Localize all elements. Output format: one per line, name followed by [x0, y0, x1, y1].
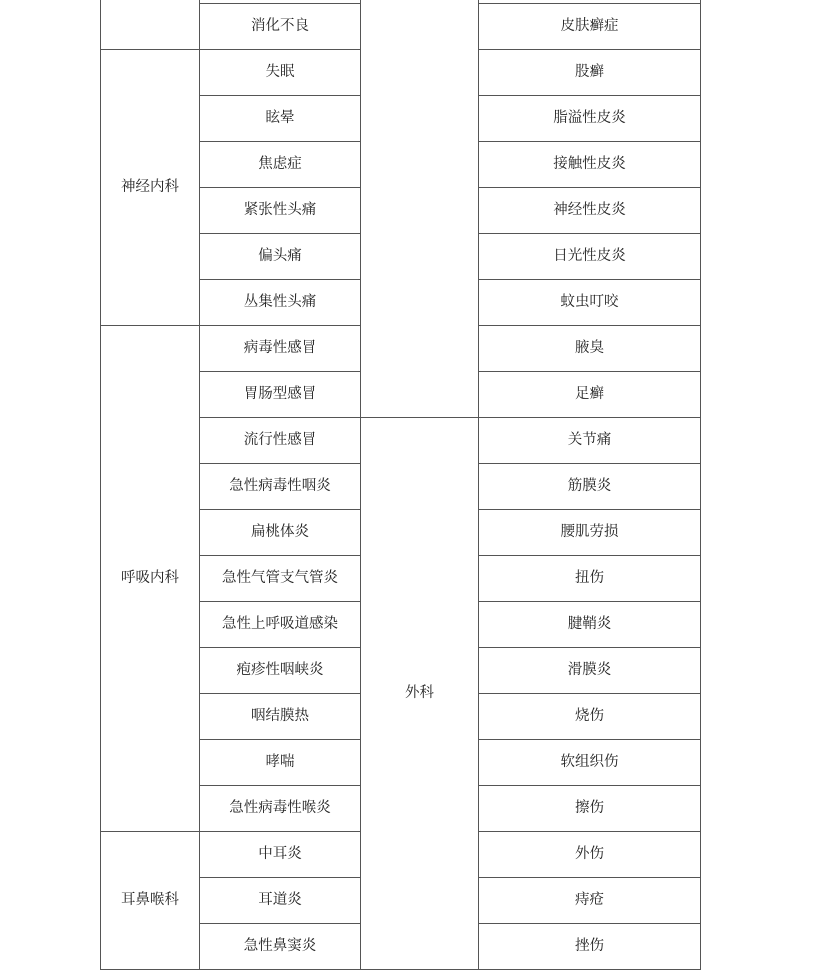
department-cell-dermatology [361, 0, 479, 418]
disease-cell: 筋膜炎 [479, 464, 701, 510]
disease-cell: 紧张性头痛 [200, 188, 361, 234]
disease-cell: 蚊虫叮咬 [479, 280, 701, 326]
disease-cell: 急性病毒性喉炎 [200, 786, 361, 832]
disease-cell: 焦虑症 [200, 142, 361, 188]
disease-cell: 腱鞘炎 [479, 602, 701, 648]
disease-cell: 扁桃体炎 [200, 510, 361, 556]
disease-cell: 日光性皮炎 [479, 234, 701, 280]
disease-cell: 丛集性头痛 [200, 280, 361, 326]
disease-cell: 足癣 [479, 372, 701, 418]
disease-cell: 接触性皮炎 [479, 142, 701, 188]
disease-cell: 急性病毒性咽炎 [200, 464, 361, 510]
disease-cell: 流行性感冒 [200, 418, 361, 464]
department-cell-surgery: 外科 [361, 418, 479, 970]
disease-cell: 外伤 [479, 832, 701, 878]
disease-cell: 滑膜炎 [479, 648, 701, 694]
disease-cell: 皮肤癣症 [479, 4, 701, 50]
disease-cell: 擦伤 [479, 786, 701, 832]
disease-cell: 哮喘 [200, 740, 361, 786]
disease-cell: 急性上呼吸道感染 [200, 602, 361, 648]
disease-cell: 腰肌劳损 [479, 510, 701, 556]
department-cell-neurology: 神经内科 [101, 50, 200, 326]
disease-cell: 扭伤 [479, 556, 701, 602]
disease-cell: 烧伤 [479, 694, 701, 740]
disease-cell: 脂溢性皮炎 [479, 96, 701, 142]
disease-cell: 急性鼻窦炎 [200, 924, 361, 970]
disease-department-table-container [100, 0, 700, 970]
disease-cell: 软组织伤 [479, 740, 701, 786]
disease-cell: 消化不良 [200, 4, 361, 50]
disease-cell: 中耳炎 [200, 832, 361, 878]
disease-cell: 神经性皮炎 [479, 188, 701, 234]
disease-cell: 咽结膜热 [200, 694, 361, 740]
disease-department-table [100, 0, 701, 970]
disease-cell: 失眠 [200, 50, 361, 96]
department-cell-digestive-cont [101, 4, 200, 50]
disease-cell: 腋臭 [479, 326, 701, 372]
disease-cell: 痔疮 [479, 878, 701, 924]
department-cell-respiratory: 呼吸内科 [101, 326, 200, 832]
disease-cell: 疱疹性咽峡炎 [200, 648, 361, 694]
disease-cell: 病毒性感冒 [200, 326, 361, 372]
disease-cell: 耳道炎 [200, 878, 361, 924]
disease-cell: 股癣 [479, 50, 701, 96]
disease-cell: 眩晕 [200, 96, 361, 142]
disease-cell: 关节痛 [479, 418, 701, 464]
disease-cell: 急性气管支气管炎 [200, 556, 361, 602]
disease-cell: 偏头痛 [200, 234, 361, 280]
disease-cell: 挫伤 [479, 924, 701, 970]
disease-cell: 胃肠型感冒 [200, 372, 361, 418]
department-cell-ent: 耳鼻喉科 [101, 832, 200, 970]
